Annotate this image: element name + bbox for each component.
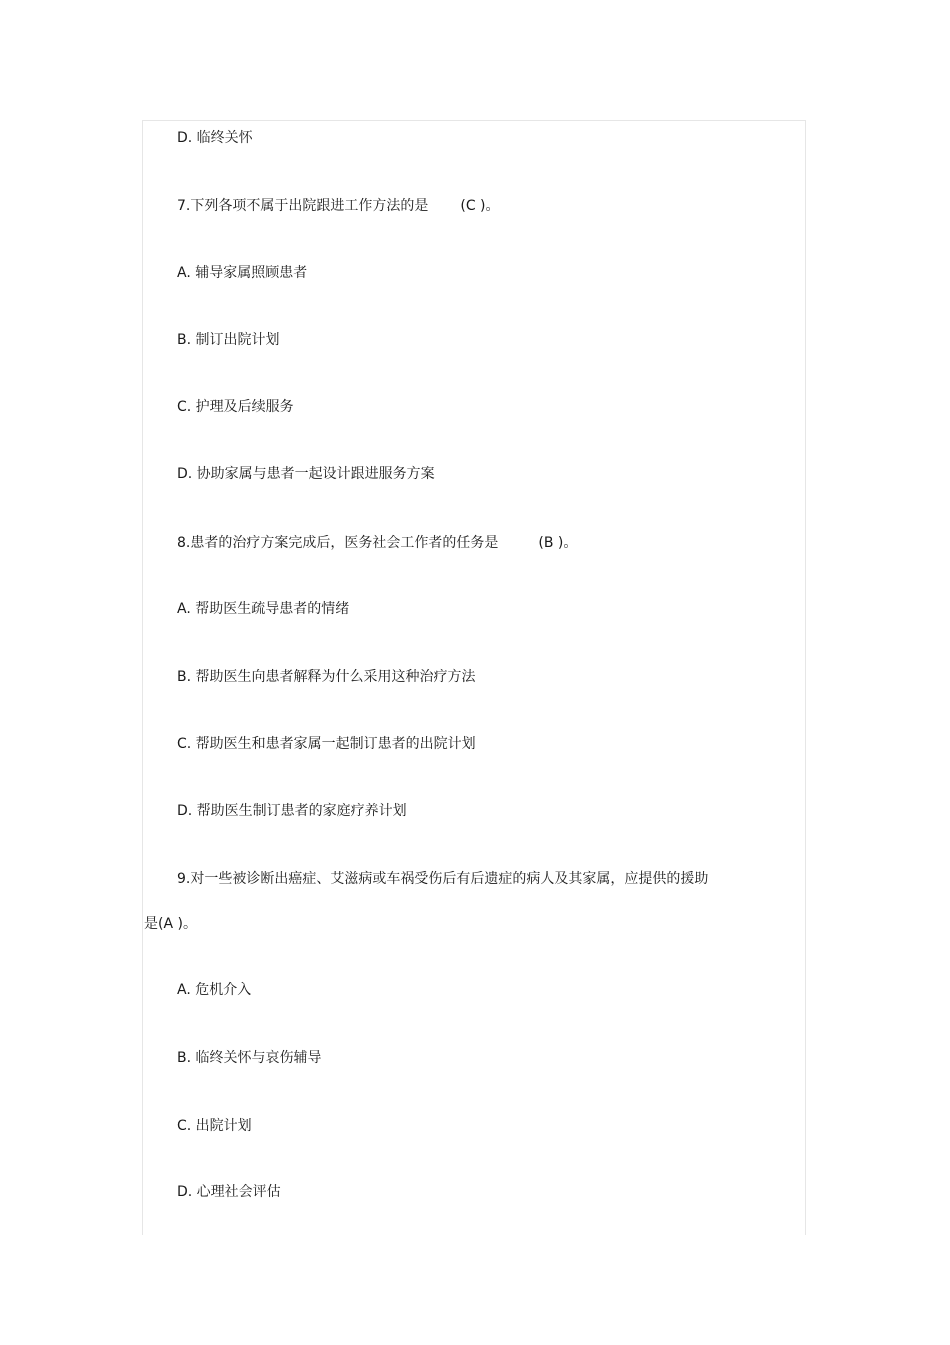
option-text: D. 协助家属与患者一起设计跟进服务方案 xyxy=(177,466,435,482)
option-text: D. 心理社会评估 xyxy=(177,1184,281,1200)
option-text: B. 制订出院计划 xyxy=(177,332,280,348)
question-8 xyxy=(177,533,577,553)
question-text: 9.对一些被诊断出癌症、艾滋病或车祸受伤后有后遗症的病人及其家属，应提供的援助 xyxy=(177,871,709,887)
option-7c xyxy=(177,397,294,417)
option-9c xyxy=(177,1116,252,1136)
question-text: 是(A )。 xyxy=(144,916,197,932)
option-8c xyxy=(177,734,476,754)
option-8d xyxy=(177,801,407,821)
option-text: A. 辅导家属照顾患者 xyxy=(177,265,308,281)
option-9b xyxy=(177,1048,322,1068)
option-7a xyxy=(177,263,307,283)
question-7 xyxy=(177,196,500,216)
option-text: B. 帮助医生向患者解释为什么采用这种治疗方法 xyxy=(177,669,476,685)
option-text: A. 帮助医生疏导患者的情绪 xyxy=(177,601,350,617)
option-9a xyxy=(177,980,251,1000)
option-text: C. 护理及后续服务 xyxy=(177,399,294,415)
question-9 xyxy=(177,869,708,889)
option-8a xyxy=(177,599,349,619)
option-text: B. 临终关怀与哀伤辅导 xyxy=(177,1050,322,1066)
option-9d xyxy=(177,1182,281,1202)
option-7d xyxy=(177,464,435,484)
option-text: D. 临终关怀 xyxy=(177,130,253,146)
option-text: C. 出院计划 xyxy=(177,1118,252,1134)
question-text: 7.下列各项不属于出院跟进工作方法的是 xyxy=(177,198,429,214)
question-9-continuation xyxy=(144,914,197,934)
answer-blank: (C )。 xyxy=(460,198,500,214)
option-text: C. 帮助医生和患者家属一起制订患者的出院计划 xyxy=(177,736,476,752)
question-text: 8.患者的治疗方案完成后，医务社会工作者的任务是 xyxy=(177,535,499,551)
option-text: D. 帮助医生制订患者的家庭疗养计划 xyxy=(177,803,407,819)
answer-blank: (B )。 xyxy=(538,535,578,551)
option-text: A. 危机介入 xyxy=(177,982,252,998)
option-7b xyxy=(177,330,280,350)
option-6d xyxy=(177,128,253,148)
option-8b xyxy=(177,667,476,687)
